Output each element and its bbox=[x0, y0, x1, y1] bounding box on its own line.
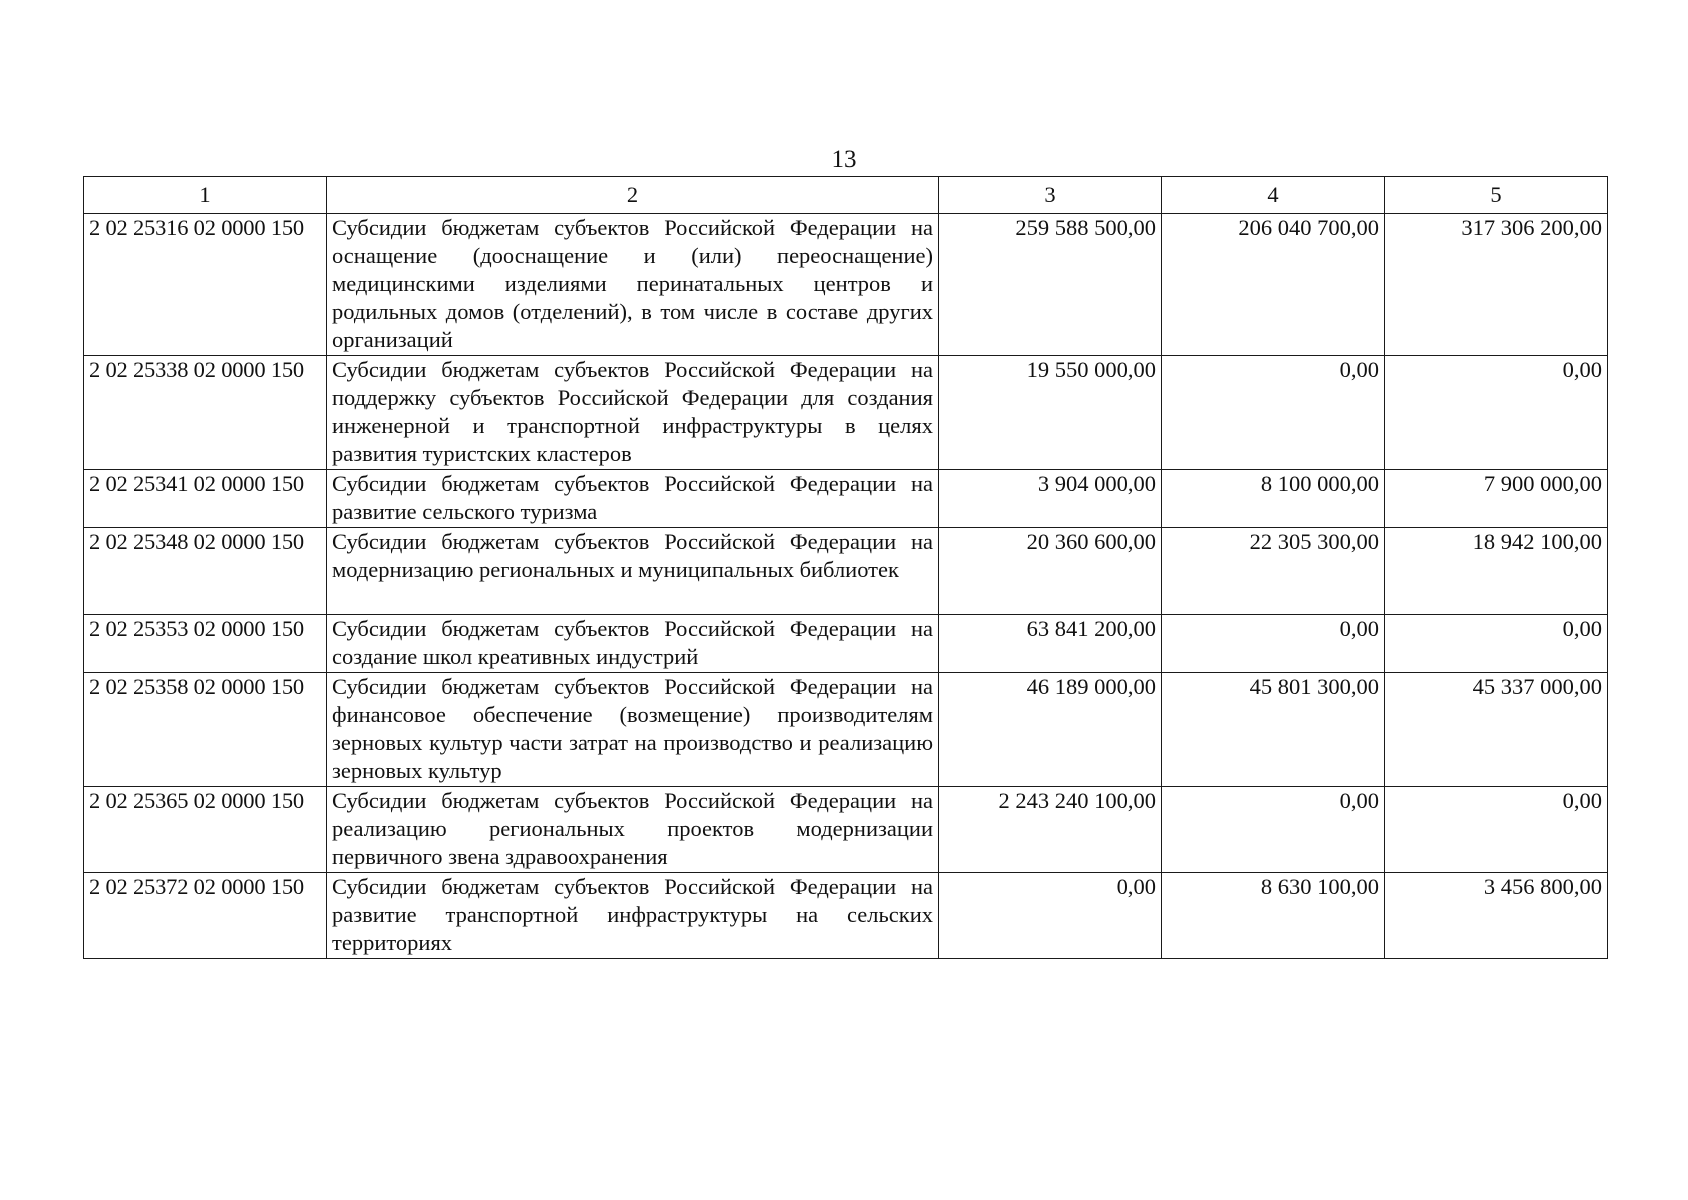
row-description: Субсидии бюджетам субъектов Российской Федерации на реализацию региональных проектов модернизации первичного звена здравоохранения bbox=[327, 787, 939, 873]
row-description: Субсидии бюджетам субъектов Российской Федерации на создание школ креативных индустрий bbox=[327, 615, 939, 673]
row-description: Субсидии бюджетам субъектов Российской Федерации на развитие транспортной инфраструктуры на сельских территориях bbox=[327, 873, 939, 959]
amount-col5: 18 942 100,00 bbox=[1385, 528, 1608, 615]
table-row bbox=[84, 873, 1608, 959]
amount-col4: 8 100 000,00 bbox=[1162, 470, 1385, 528]
amount-col5: 317 306 200,00 bbox=[1385, 214, 1608, 356]
budget-code: 2 02 25338 02 0000 150 bbox=[84, 356, 327, 470]
amount-col5: 3 456 800,00 bbox=[1385, 873, 1608, 959]
row-description: Субсидии бюджетам субъектов Российской Федерации на развитие сельского туризма bbox=[327, 470, 939, 528]
amount-col4: 0,00 bbox=[1162, 615, 1385, 673]
table-row bbox=[84, 673, 1608, 787]
column-header-5: 5 bbox=[1385, 177, 1608, 214]
amount-col5: 0,00 bbox=[1385, 787, 1608, 873]
amount-col3: 19 550 000,00 bbox=[939, 356, 1162, 470]
table-row bbox=[84, 528, 1608, 615]
row-description: Субсидии бюджетам субъектов Российской Федерации на оснащение (дооснащение и (или) переоснащение) медицинскими изделиями перинатальных центров и родильных домов (отделений), в том числе в составе других организаций bbox=[327, 214, 939, 356]
row-description: Субсидии бюджетам субъектов Российской Федерации на модернизацию региональных и муниципальных библиотек bbox=[327, 528, 939, 615]
amount-col3: 0,00 bbox=[939, 873, 1162, 959]
table-row bbox=[84, 615, 1608, 673]
amount-col3: 2 243 240 100,00 bbox=[939, 787, 1162, 873]
row-description: Субсидии бюджетам субъектов Российской Федерации на поддержку субъектов Российской Федерации для создания инженерной и транспортной инфраструктуры в целях развития туристских кластеров bbox=[327, 356, 939, 470]
amount-col3: 259 588 500,00 bbox=[939, 214, 1162, 356]
amount-col4: 45 801 300,00 bbox=[1162, 673, 1385, 787]
column-number-row bbox=[84, 177, 1608, 214]
amount-col5: 7 900 000,00 bbox=[1385, 470, 1608, 528]
budget-code: 2 02 25353 02 0000 150 bbox=[84, 615, 327, 673]
budget-code: 2 02 25372 02 0000 150 bbox=[84, 873, 327, 959]
budget-code: 2 02 25348 02 0000 150 bbox=[84, 528, 327, 615]
amount-col4: 22 305 300,00 bbox=[1162, 528, 1385, 615]
table-row bbox=[84, 356, 1608, 470]
column-header-1: 1 bbox=[84, 177, 327, 214]
amount-col3: 3 904 000,00 bbox=[939, 470, 1162, 528]
budget-code: 2 02 25316 02 0000 150 bbox=[84, 214, 327, 356]
page-number: 13 bbox=[831, 146, 857, 173]
budget-table bbox=[83, 176, 1608, 959]
amount-col4: 8 630 100,00 bbox=[1162, 873, 1385, 959]
row-description: Субсидии бюджетам субъектов Российской Федерации на финансовое обеспечение (возмещение) производителям зерновых культур части затрат на производство и реализацию зерновых культур bbox=[327, 673, 939, 787]
table-row bbox=[84, 787, 1608, 873]
column-header-4: 4 bbox=[1162, 177, 1385, 214]
amount-col4: 206 040 700,00 bbox=[1162, 214, 1385, 356]
amount-col5: 0,00 bbox=[1385, 615, 1608, 673]
amount-col4: 0,00 bbox=[1162, 787, 1385, 873]
budget-code: 2 02 25341 02 0000 150 bbox=[84, 470, 327, 528]
amount-col3: 20 360 600,00 bbox=[939, 528, 1162, 615]
column-header-2: 2 bbox=[327, 177, 939, 214]
amount-col5: 0,00 bbox=[1385, 356, 1608, 470]
budget-code: 2 02 25365 02 0000 150 bbox=[84, 787, 327, 873]
amount-col5: 45 337 000,00 bbox=[1385, 673, 1608, 787]
amount-col4: 0,00 bbox=[1162, 356, 1385, 470]
amount-col3: 46 189 000,00 bbox=[939, 673, 1162, 787]
budget-code: 2 02 25358 02 0000 150 bbox=[84, 673, 327, 787]
column-header-3: 3 bbox=[939, 177, 1162, 214]
amount-col3: 63 841 200,00 bbox=[939, 615, 1162, 673]
table-row bbox=[84, 470, 1608, 528]
table-row bbox=[84, 214, 1608, 356]
